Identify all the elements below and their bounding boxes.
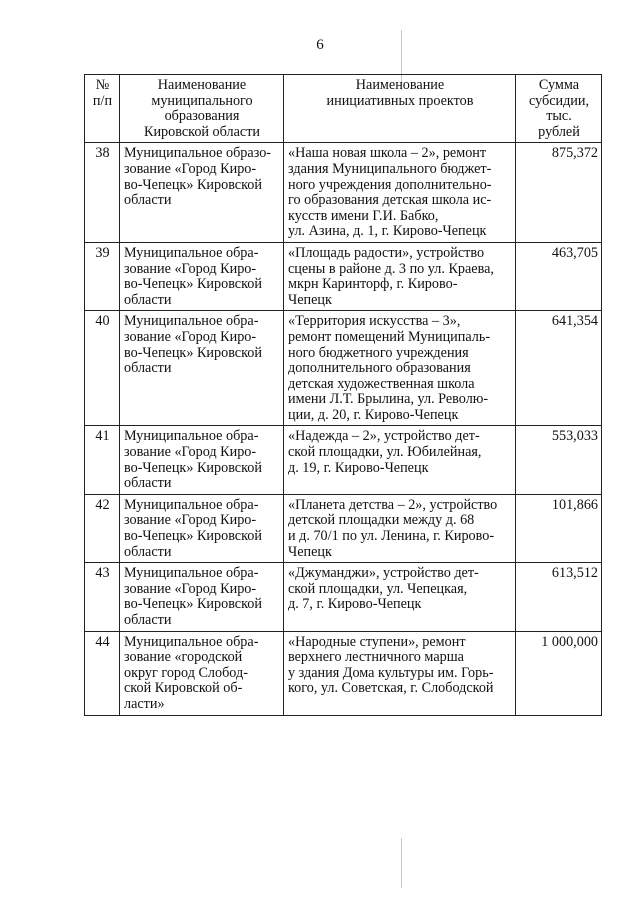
row-number: 44 [85,631,120,715]
row-number: 43 [85,563,120,631]
table-row [85,242,602,310]
row-municipality: Муниципальное обра- зование «Город Киро- во-Чепецк» Кировской области [120,242,284,310]
row-municipality: Муниципальное обра- зование «Город Киро- во-Чепецк» Кировской области [120,311,284,426]
row-municipality: Муниципальное обра- зование «Город Киро- во-Чепецк» Кировской области [120,494,284,562]
row-sum: 613,512 [516,563,602,631]
row-number: 40 [85,311,120,426]
row-sum: 1 000,000 [516,631,602,715]
table-row [85,143,602,243]
table-row [85,494,602,562]
table-row [85,426,602,494]
scan-artifact-line-bottom [401,838,402,888]
row-number: 38 [85,143,120,243]
row-project: «Народные ступени», ремонт верхнего лестничного марша у здания Дома культуры им. Горь- кого, ул. Советская, г. Слободской [284,631,516,715]
row-sum: 463,705 [516,242,602,310]
row-number: 41 [85,426,120,494]
row-sum: 101,866 [516,494,602,562]
subsidy-table [84,74,602,716]
table-row [85,631,602,715]
row-municipality: Муниципальное обра- зование «Город Киро- во-Чепецк» Кировской области [120,426,284,494]
table-header-row [85,75,602,143]
row-sum: 641,354 [516,311,602,426]
row-project: «Площадь радости», устройство сцены в районе д. 3 по ул. Краева, мкрн Каринторф, г. Кирово- Чепецк [284,242,516,310]
row-number: 42 [85,494,120,562]
table-row [85,311,602,426]
row-municipality: Муниципальное обра- зование «Город Киро- во-Чепецк» Кировской области [120,563,284,631]
table-row [85,563,602,631]
header-sum: Сумма субсидии, тыс. рублей [516,75,602,143]
header-municipality: Наименование муниципального образования Кировской области [120,75,284,143]
row-sum: 553,033 [516,426,602,494]
row-municipality: Муниципальное образо- зование «Город Киро- во-Чепецк» Кировской области [120,143,284,243]
row-project: «Надежда – 2», устройство дет- ской площадки, ул. Юбилейная, д. 19, г. Кирово-Чепецк [284,426,516,494]
row-project: «Наша новая школа – 2», ремонт здания Муниципального бюджет- ного учреждения дополнительно- го образования детская школа ис- кусств имени Г.И. Бабко, ул. Азина, д. 1, г. Кирово-Чепецк [284,143,516,243]
row-project: «Джуманджи», устройство дет- ской площадки, ул. Чепецкая, д. 7, г. Кирово-Чепецк [284,563,516,631]
row-number: 39 [85,242,120,310]
header-num: № п/п [85,75,120,143]
page-number: 6 [316,37,324,53]
row-project: «Планета детства – 2», устройство детской площадки между д. 68 и д. 70/1 по ул. Ленина, г. Кирово- Чепецк [284,494,516,562]
header-project: Наименование инициативных проектов [284,75,516,143]
row-project: «Территория искусства – 3», ремонт помещений Муниципаль- ного бюджетного учреждения дополнительного образования детская художественная школа имени Л.Т. Брылина, ул. Револю- ции, д. 20, г. Кирово-Чепецк [284,311,516,426]
row-sum: 875,372 [516,143,602,243]
row-municipality: Муниципальное обра- зование «городской округ город Слобод- ской Кировской об- ласти» [120,631,284,715]
